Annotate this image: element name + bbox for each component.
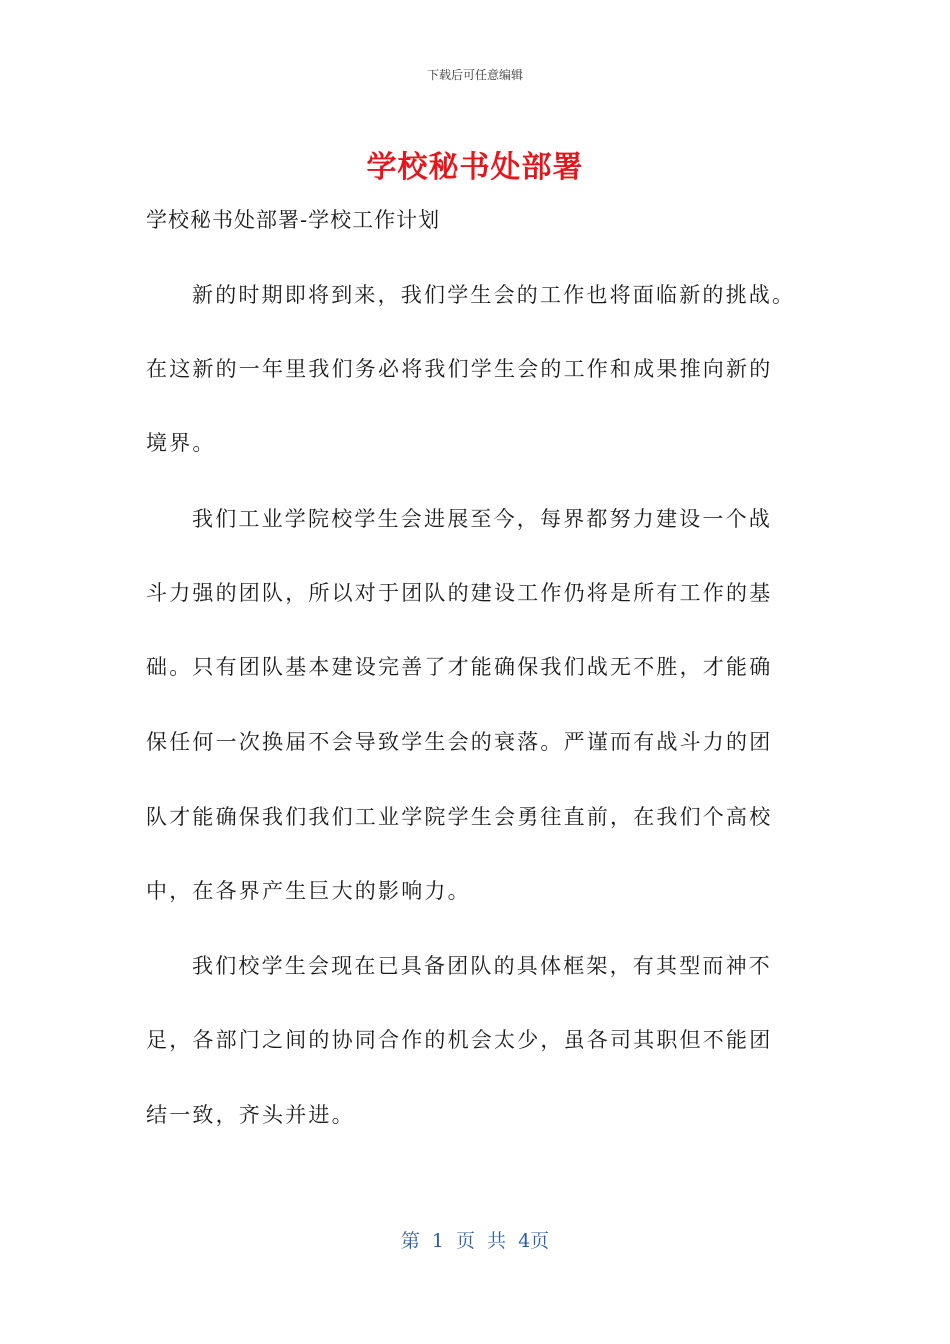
document-subtitle: 学校秘书处部署-学校工作计划 xyxy=(146,208,441,232)
paragraph-line: 础。只有团队基本建设完善了才能确保我们战无不胜，才能确 xyxy=(146,655,773,679)
paragraph-line: 境界。 xyxy=(146,431,216,455)
paragraph-line: 足，各部门之间的协同合作的机会太少，虽各司其职但不能团 xyxy=(146,1028,773,1052)
paragraph-line: 新的时期即将到来，我们学生会的工作也将面临新的挑战。 xyxy=(192,283,796,307)
paragraph-line: 斗力强的团队，所以对于团队的建设工作仍将是所有工作的基 xyxy=(146,581,773,605)
paragraph-line: 结一致，齐头并进。 xyxy=(146,1103,355,1127)
page-number: 第 1 页 共 4页 xyxy=(400,1230,550,1252)
paragraph-line: 我们工业学院校学生会进展至今，每界都努力建设一个战 xyxy=(192,507,772,531)
document-title: 学校秘书处部署 xyxy=(366,150,584,185)
paragraph-line: 队才能确保我们我们工业学院学生会勇往直前，在我们个高校 xyxy=(146,805,773,829)
paragraph-line: 在这新的一年里我们务必将我们学生会的工作和成果推向新的 xyxy=(146,357,773,381)
paragraph-line: 中，在各界产生巨大的影响力。 xyxy=(146,879,471,903)
paragraph-line: 保任何一次换届不会导致学生会的衰落。严谨而有战斗力的团 xyxy=(146,730,773,754)
header-note: 下载后可任意编辑 xyxy=(426,68,523,82)
paragraph-line: 我们校学生会现在已具备团队的具体框架，有其型而神不 xyxy=(192,954,772,978)
